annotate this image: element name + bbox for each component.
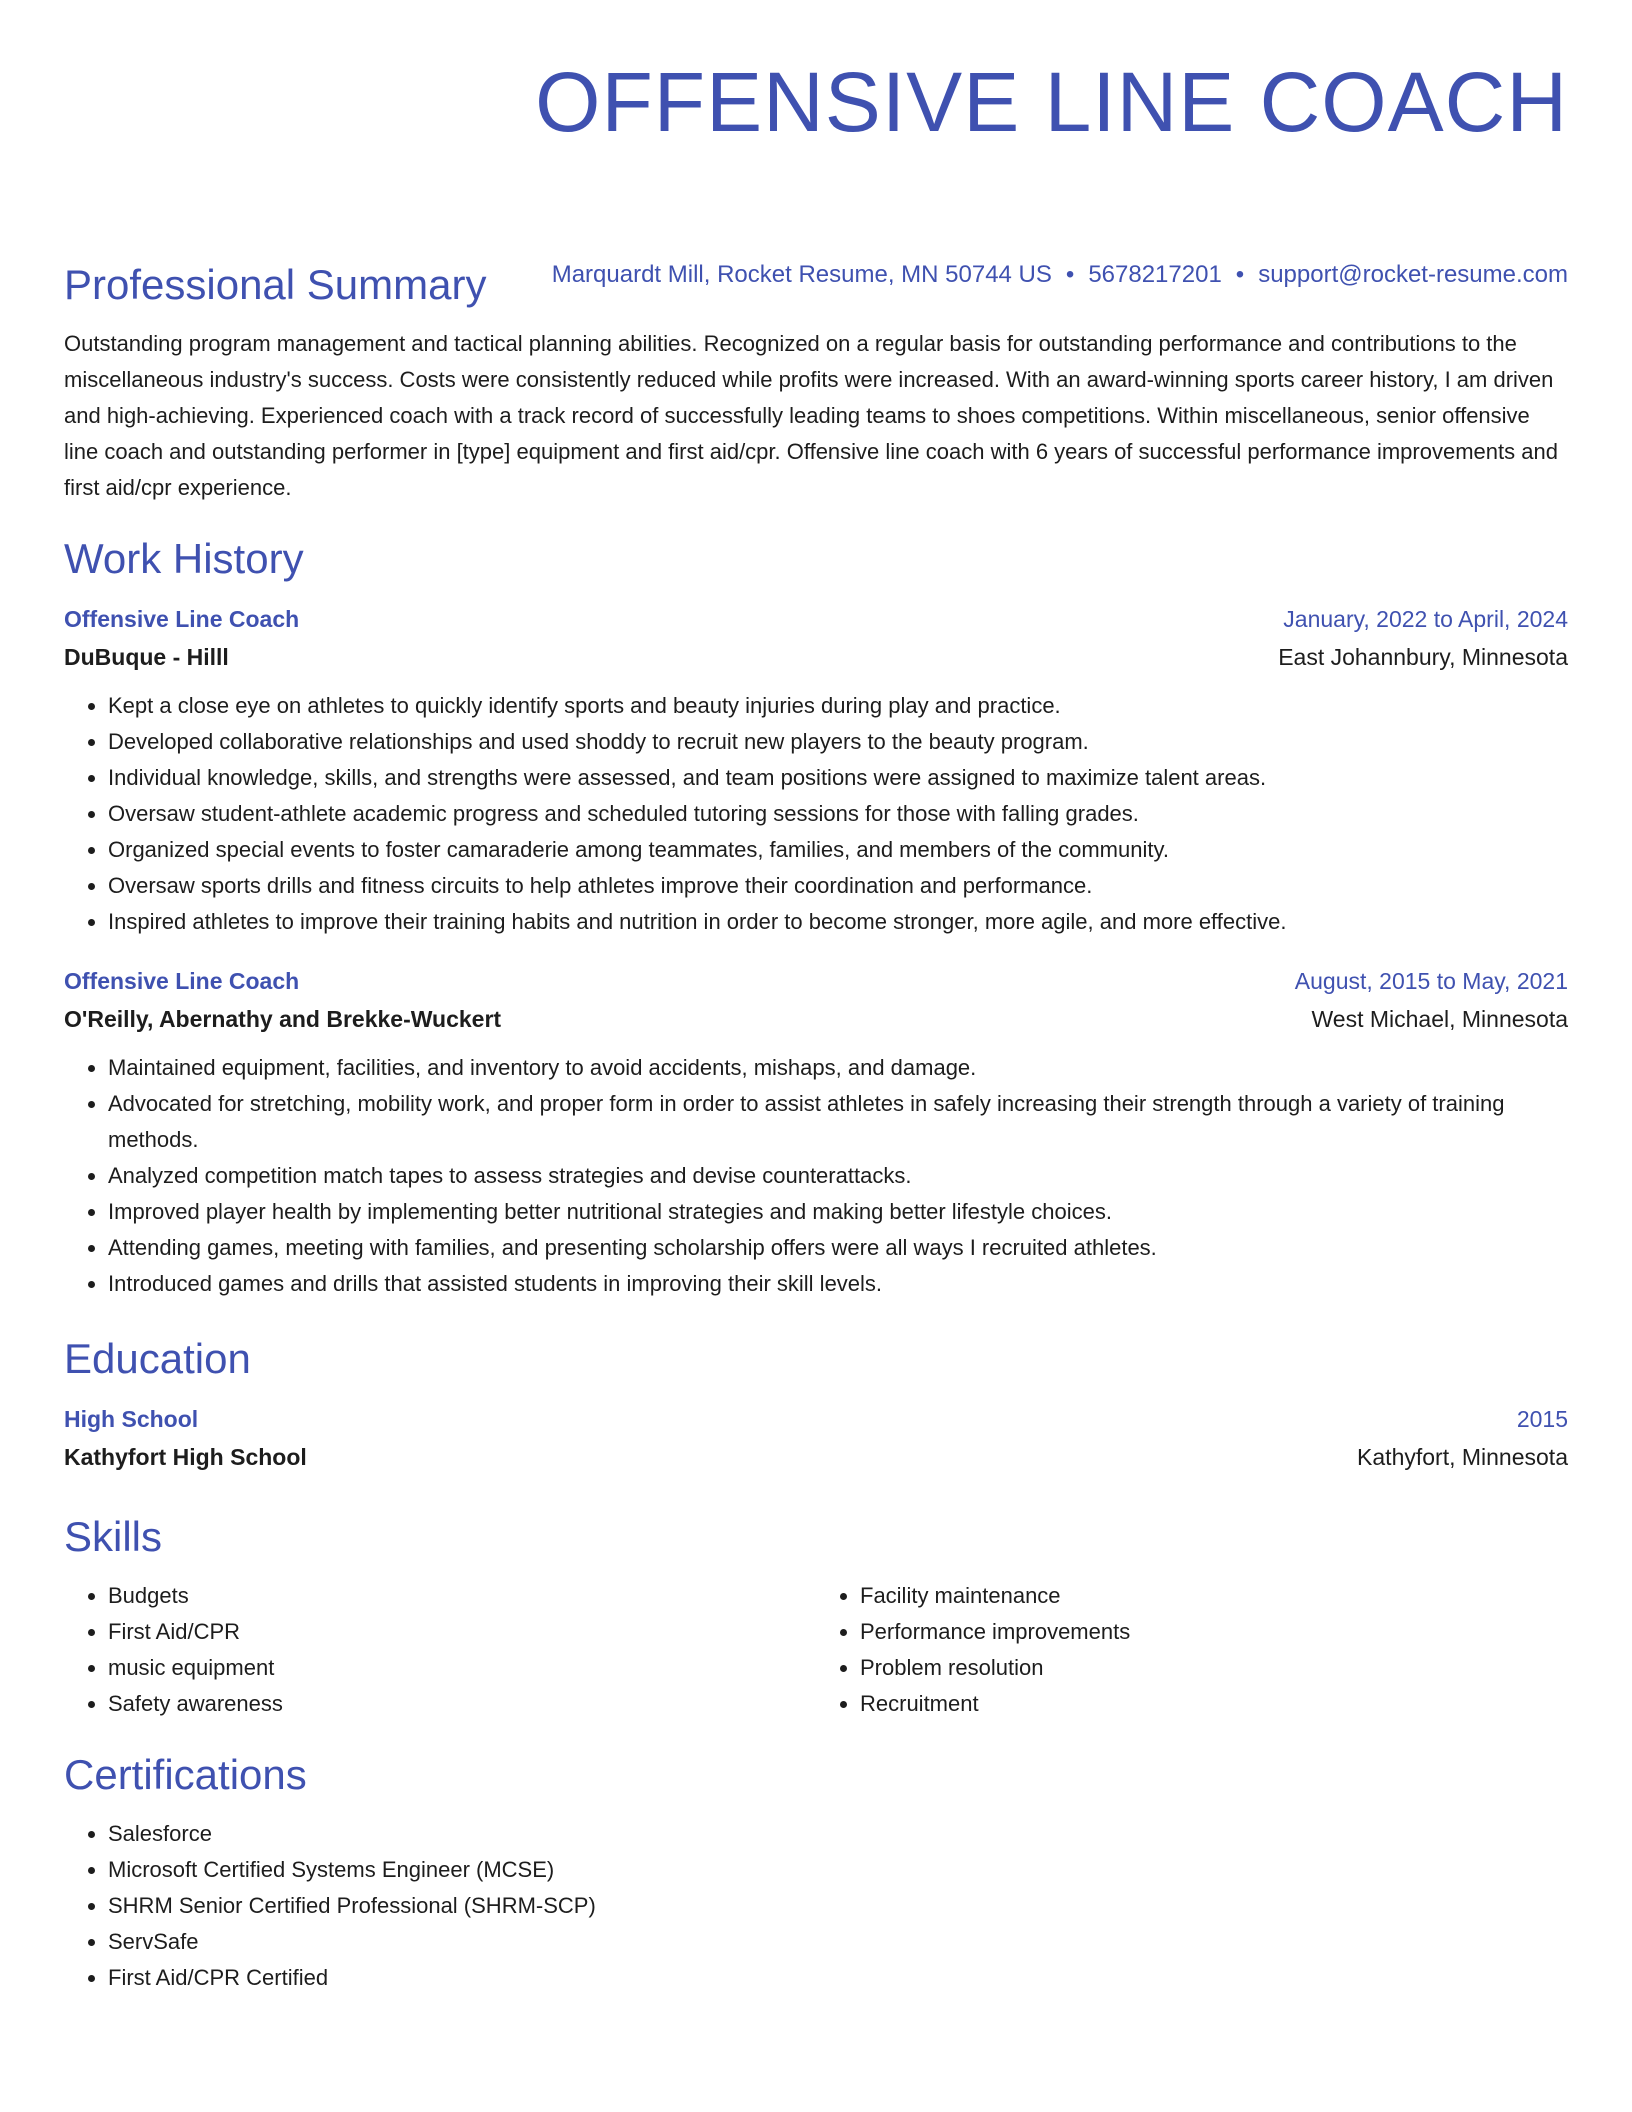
job-bullet: • Analyzed competition match tapes to assess strategies and devise counterattacks. — [108, 1158, 1568, 1194]
job-bullet-list — [64, 1050, 1568, 1302]
certification-item: • ServSafe — [108, 1924, 1568, 1960]
work-history-heading: Work History — [64, 535, 304, 582]
contact-address: Marquardt Mill, Rocket Resume, MN 50744 US — [551, 261, 1052, 288]
certifications-list — [64, 1816, 1568, 1996]
resume-content — [64, 258, 1568, 1996]
skills-list-left — [64, 1578, 816, 1722]
skill-item: • First Aid/CPR — [108, 1614, 816, 1650]
job-bullet: • Introduced games and drills that assisted students in improving their skill levels. — [108, 1266, 1568, 1302]
resume-title: OFFENSIVE LINE COACH — [535, 55, 1568, 149]
contact-phone: 5678217201 — [1088, 261, 1222, 288]
summary-text: Outstanding program management and tactical planning abilities. Recognized on a regular basis for outstanding performance and contributions to the miscellaneous industry's success. Costs were consistently reduced while profits were increased. With an award-winning sports career history, I am driven and high-achieving. Experienced coach with a track record of successfully leading teams to shoes competitions. Within miscellaneous, senior offensive line coach and outstanding performer in [type] equipment and first aid/cpr. Offensive line coach with 6 years of successful performance improvements and first aid/cpr experience. — [64, 331, 1558, 500]
job-bullet: • Attending games, meeting with families, and presenting scholarship offers were all ways I recruited athletes. — [108, 1230, 1568, 1266]
job-bullet: • Improved player health by implementing better nutritional strategies and making better lifestyle choices. — [108, 1194, 1568, 1230]
education-heading: Education — [64, 1335, 251, 1382]
certification-item: • SHRM Senior Certified Professional (SHRM-SCP) — [108, 1888, 1568, 1924]
summary-heading: Professional Summary — [64, 261, 487, 308]
contact-email: support@rocket-resume.com — [1258, 261, 1568, 288]
skills-grid — [64, 1578, 1568, 1722]
skill-item: • Safety awareness — [108, 1686, 816, 1722]
education-year: 2015 — [1516, 1406, 1568, 1432]
skills-list-right — [816, 1578, 1568, 1722]
job-bullet-list — [64, 688, 1568, 940]
certification-item: • First Aid/CPR Certified — [108, 1960, 1568, 1996]
skill-item: • music equipment — [108, 1650, 816, 1686]
job-dates: January, 2022 to April, 2024 — [1283, 606, 1568, 632]
job-bullet: • Individual knowledge, skills, and strengths were assessed, and team positions were assigned to maximize talent areas. — [108, 760, 1568, 796]
education-location: Kathyfort, Minnesota — [1357, 1444, 1568, 1470]
skill-item: • Facility maintenance — [860, 1578, 1568, 1614]
skills-heading: Skills — [64, 1513, 163, 1560]
skill-item: • Budgets — [108, 1578, 816, 1614]
job-bullet: • Developed collaborative relationships and used shoddy to recruit new players to the beauty program. — [108, 724, 1568, 760]
job-dates: August, 2015 to May, 2021 — [1294, 968, 1568, 994]
job-entry — [64, 600, 1568, 940]
job-bullet: • Kept a close eye on athletes to quickly identify sports and beauty injuries during play and practice. — [108, 688, 1568, 724]
job-location: East Johannbury, Minnesota — [1278, 644, 1568, 670]
contact-separator: • — [1065, 261, 1075, 288]
job-bullet: • Oversaw student-athlete academic progress and scheduled tutoring sessions for those with falling grades. — [108, 796, 1568, 832]
job-location: West Michael, Minnesota — [1311, 1006, 1568, 1032]
skill-item: • Problem resolution — [860, 1650, 1568, 1686]
job-bullet: • Oversaw sports drills and fitness circuits to help athletes improve their coordination and performance. — [108, 868, 1568, 904]
certification-item: • Microsoft Certified Systems Engineer (MCSE) — [108, 1852, 1568, 1888]
skill-item: • Recruitment — [860, 1686, 1568, 1722]
job-title: Offensive Line Coach — [64, 968, 300, 994]
job-bullet: • Advocated for stretching, mobility work, and proper form in order to assist athletes in safely increasing their strength through a variety of training methods. — [108, 1086, 1568, 1158]
summary-section — [64, 258, 1568, 506]
contact-separator: • — [1235, 261, 1245, 288]
work-history-section — [64, 532, 1568, 1302]
job-employer: DuBuque - Hilll — [64, 644, 229, 670]
skill-item: • Performance improvements — [860, 1614, 1568, 1650]
job-employer: O'Reilly, Abernathy and Brekke-Wuckert — [64, 1006, 502, 1032]
job-bullet: • Inspired athletes to improve their training habits and nutrition in order to become stronger, more agile, and more effective. — [108, 904, 1568, 940]
certifications-heading: Certifications — [64, 1751, 307, 1798]
education-section — [64, 1332, 1568, 1476]
job-bullet: • Maintained equipment, facilities, and inventory to avoid accidents, mishaps, and damage. — [108, 1050, 1568, 1086]
education-degree: High School — [64, 1406, 199, 1432]
job-title: Offensive Line Coach — [64, 606, 300, 632]
certification-item: • Salesforce — [108, 1816, 1568, 1852]
certifications-section — [64, 1748, 1568, 1996]
skills-section — [64, 1510, 1568, 1722]
job-entry — [64, 962, 1568, 1302]
job-bullet: • Organized special events to foster camaraderie among teammates, families, and members of the community. — [108, 832, 1568, 868]
education-school: Kathyfort High School — [64, 1444, 307, 1470]
